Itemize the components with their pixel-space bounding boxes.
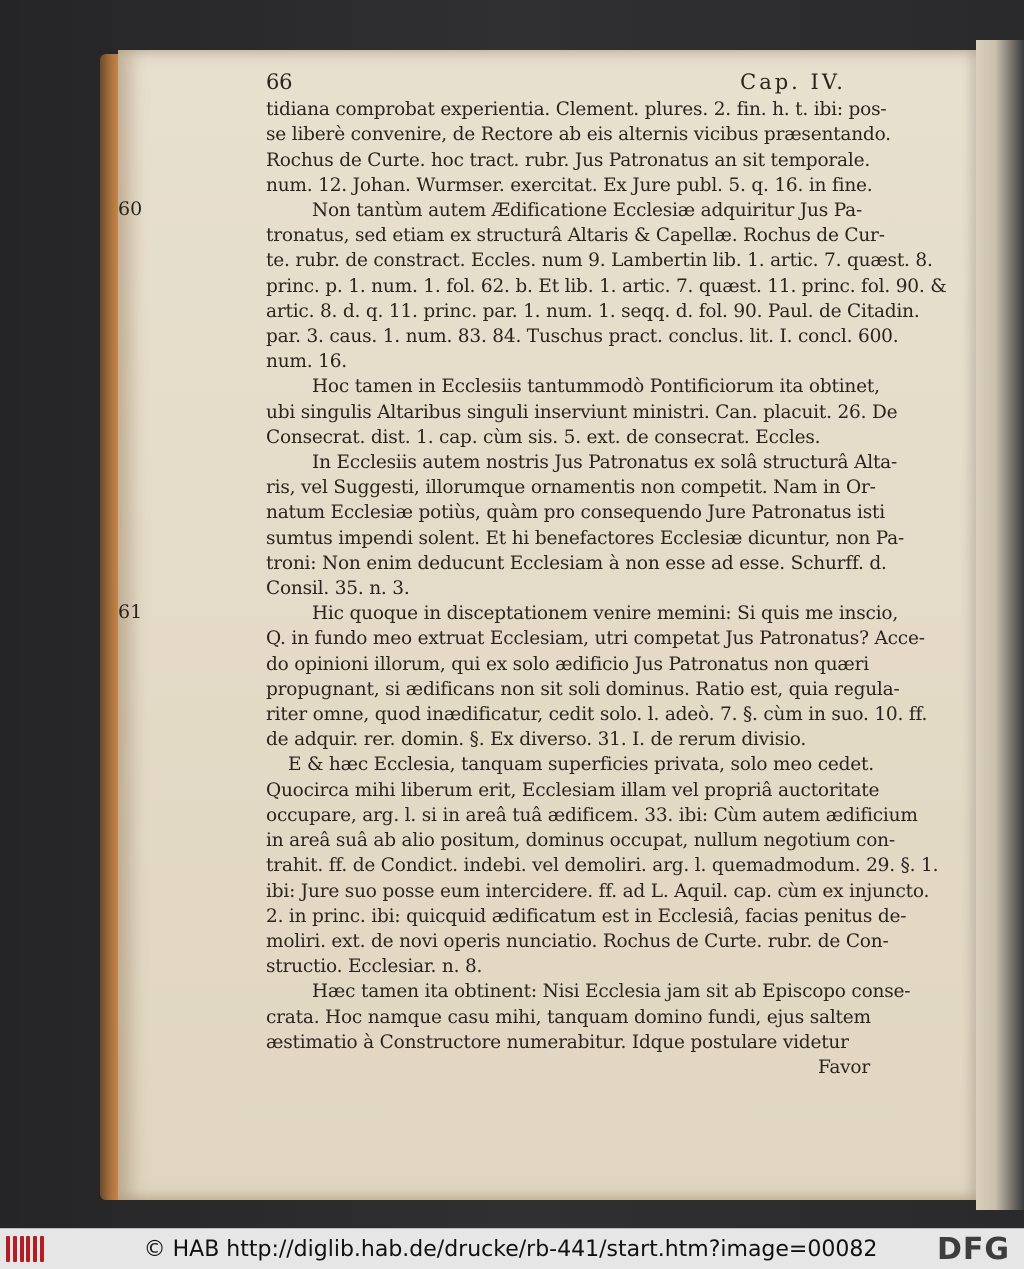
text-line: Quocirca mihi liberum erit, Ecclesiam illam vel propriâ auctoritate <box>266 779 880 801</box>
text-line: Rochus de Curte. hoc tract. rubr. Jus Patronatus an sit temporale. <box>266 149 871 171</box>
text-line: riter omne, quod inædificatur, cedit solo. l. adeò. 7. §. cùm in suo. 10. ff. <box>266 704 928 726</box>
text-line: se liberè convenire, de Rectore ab eis alternis vicibus præsentando. <box>266 124 891 146</box>
text-line: Q. in fundo meo extruat Ecclesiam, utri competat Jus Patronatus? Acce- <box>266 628 925 650</box>
footer-bar <box>0 1228 1024 1269</box>
copyright-link[interactable]: © HAB http://diglib.hab.de/drucke/rb-441/start.htm?image=00082 <box>143 1236 878 1262</box>
page-text-block <box>266 70 966 1080</box>
text-line: Consil. 35. n. 3. <box>266 578 410 600</box>
book-page <box>118 50 976 1200</box>
margin-paragraph-number: 60 <box>118 197 143 220</box>
page-number: 66 <box>266 70 293 94</box>
text-line: æstimatio à Constructore numerabitur. Idque postulare videtur <box>266 1031 849 1053</box>
text-line: Hæc tamen ita obtinent: Nisi Ecclesia jam sit ab Episcopo conse- <box>312 981 911 1003</box>
text-line: do opinioni illorum, qui ex solo ædificio Jus Patronatus non quæri <box>266 653 869 675</box>
text-line: par. 3. caus. 1. num. 83. 84. Tuschus pract. conclus. lit. I. concl. 600. <box>266 326 899 348</box>
text-line: 2. in princ. ibi: quicquid ædificatum est in Ecclesiâ, facias penitus de- <box>266 905 907 927</box>
page-header <box>266 70 966 95</box>
text-line: princ. p. 1. num. 1. fol. 62. b. Et lib. 1. artic. 7. quæst. 11. princ. fol. 90. & <box>266 275 947 297</box>
text-line: artic. 8. d. q. 11. princ. par. 1. num. 1. seqq. d. fol. 90. Paul. de Citadin. <box>266 300 920 322</box>
text-line: In Ecclesiis autem nostris Jus Patronatus ex solâ structurâ Alta- <box>312 452 898 474</box>
text-line: tronatus, sed etiam ex structurâ Altaris & Capellæ. Rochus de Cur- <box>266 225 885 247</box>
text-line: Hic quoque in disceptationem venire memini: Si quis me inscio, <box>312 603 899 625</box>
text-line: ibi: Jure suo posse eum intercidere. ff. ad L. Aquil. cap. cùm ex injuncto. <box>266 880 930 902</box>
text-line: in areâ suâ ab alio positum, dominus occupat, nullum negotium con- <box>266 830 895 852</box>
catchword: Favor <box>817 1056 870 1078</box>
text-line: occupare, arg. l. si in areâ tuâ ædificem. 33. ibi: Cùm autem ædificium <box>266 804 918 826</box>
text-line: propugnant, si ædificans non sit soli dominus. Ratio est, quia regula- <box>266 678 900 700</box>
text-line: ubi singulis Altaribus singuli inserviunt ministri. Can. placuit. 26. De <box>266 401 898 423</box>
text-line: num. 12. Johan. Wurmser. exercitat. Ex Jure publ. 5. q. 16. in fine. <box>266 174 873 196</box>
text-line: Consecrat. dist. 1. cap. cùm sis. 5. ext. de consecrat. Eccles. <box>266 426 821 448</box>
text-line: de adquir. rer. domin. §. Ex diverso. 31. I. de rerum divisio. <box>266 729 807 751</box>
text-line: E & hæc Ecclesia, tanquam superficies privata, solo meo cedet. <box>288 754 874 776</box>
text-line: crata. Hoc namque casu mihi, tanquam domino fundi, ejus saltem <box>266 1006 871 1028</box>
text-line: sumtus impendi solent. Et hi benefactores Ecclesiæ dicuntur, non Pa- <box>266 527 905 549</box>
text-line: moliri. ext. de novi operis nunciatio. Rochus de Curte. rubr. de Con- <box>266 930 889 952</box>
text-line: structio. Ecclesiar. n. 8. <box>266 956 483 978</box>
text-line: natum Ecclesiæ potiùs, quàm pro consequendo Jure Patronatus isti <box>266 502 885 524</box>
text-line: num. 16. <box>266 351 347 373</box>
text-line: te. rubr. de constract. Eccles. num 9. Lambertin lib. 1. artic. 7. quæst. 8. <box>266 250 933 272</box>
text-lines <box>266 97 966 1055</box>
text-line: trahit. ff. de Condict. indebi. vel demoliri. arg. l. quemadmodum. 29. §. 1. <box>266 855 939 877</box>
next-page-edge <box>976 40 1024 1210</box>
text-line: Non tantùm autem Ædificatione Ecclesiæ adquiritur Jus Pa- <box>312 200 863 222</box>
dfg-logo: DFG <box>936 1231 1010 1267</box>
running-head: Cap. IV. <box>740 70 846 94</box>
margin-paragraph-number: 61 <box>118 601 143 623</box>
hab-logo-icon <box>6 1234 44 1264</box>
text-line: tidiana comprobat experientia. Clement. plures. 2. fin. h. t. ibi: pos- <box>266 99 887 121</box>
text-line: ris, vel Suggesti, illorumque ornamentis non competit. Nam in Or- <box>266 477 876 499</box>
text-line: troni: Non enim deducunt Ecclesiam à non esse ad esse. Schurff. d. <box>266 552 887 574</box>
text-line: Hoc tamen in Ecclesiis tantummodò Pontificiorum ita obtinet, <box>312 376 880 398</box>
